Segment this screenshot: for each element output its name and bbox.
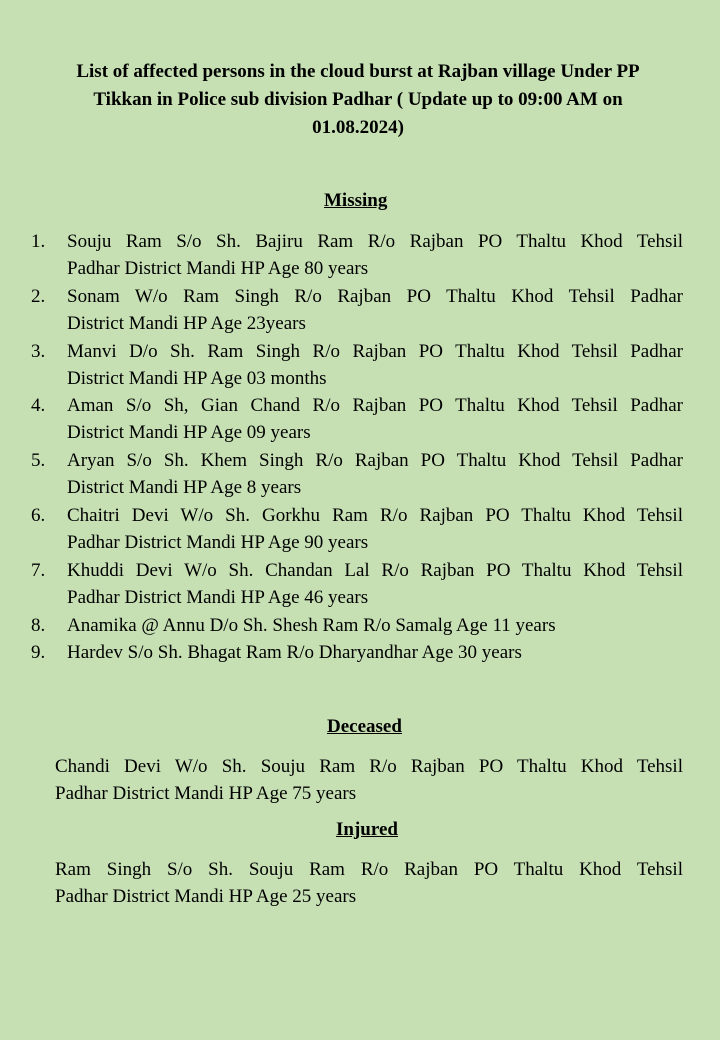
entry-line: Padhar District Mandi HP Age 25 years xyxy=(55,886,357,907)
list-item xyxy=(0,392,720,447)
deceased-heading: Deceased xyxy=(327,716,402,737)
item-line: Hardev S/o Sh. Bhagat Ram R/o Dharyandhar Age 30 years xyxy=(67,641,522,663)
entry-line: Ram Singh S/o Sh. Souju Ram R/o Rajban PO Thaltu Khod Tehsil xyxy=(55,859,683,880)
list-item xyxy=(0,228,720,283)
missing-heading: Missing xyxy=(324,190,388,211)
missing-list xyxy=(0,228,720,666)
item-text xyxy=(67,338,683,392)
title-line: 01.08.2024) xyxy=(312,117,404,138)
title-line: List of affected persons in the cloud burst at Rajban village Under PP xyxy=(76,61,640,82)
item-line: District Mandi HP Age 23years xyxy=(67,312,306,334)
list-item xyxy=(0,612,720,639)
item-line: Manvi D/o Sh. Ram Singh R/o Rajban PO Thaltu Khod Tehsil Padhar xyxy=(67,340,683,362)
injured-heading: Injured xyxy=(336,819,398,840)
item-line: Aryan S/o Sh. Khem Singh R/o Rajban PO Thaltu Khod Tehsil Padhar xyxy=(67,450,683,472)
item-line: District Mandi HP Age 03 months xyxy=(67,367,327,389)
item-number: 1. xyxy=(31,231,46,252)
item-number: 6. xyxy=(31,504,46,526)
item-number: 5. xyxy=(31,450,46,472)
item-line: Padhar District Mandi HP Age 90 years xyxy=(67,531,369,553)
item-line: District Mandi HP Age 8 years xyxy=(67,477,302,499)
item-text xyxy=(67,283,683,337)
item-line: Souju Ram S/o Sh. Bajiru Ram R/o Rajban PO Thaltu Khod Tehsil xyxy=(67,231,683,252)
item-text xyxy=(67,447,683,501)
item-line: Aman S/o Sh, Gian Chand R/o Rajban PO Thaltu Khod Tehsil Padhar xyxy=(67,395,683,417)
item-line: Sonam W/o Ram Singh R/o Rajban PO Thaltu Khod Tehsil Padhar xyxy=(67,285,683,307)
item-line: Padhar District Mandi HP Age 80 years xyxy=(67,258,369,279)
item-text xyxy=(67,502,683,556)
item-text xyxy=(67,612,683,639)
document-title xyxy=(30,58,686,142)
item-number: 8. xyxy=(31,614,46,636)
item-number: 9. xyxy=(31,641,46,663)
list-item xyxy=(0,557,720,612)
list-item xyxy=(0,639,720,666)
item-text xyxy=(67,639,683,666)
item-line: Chaitri Devi W/o Sh. Gorkhu Ram R/o Rajban PO Thaltu Khod Tehsil xyxy=(67,504,683,526)
item-line: District Mandi HP Age 09 years xyxy=(67,422,311,444)
entry-line: Padhar District Mandi HP Age 75 years xyxy=(55,783,357,804)
deceased-entry xyxy=(55,753,683,807)
item-line: Anamika @ Annu D/o Sh. Shesh Ram R/o Samalg Age 11 years xyxy=(67,614,556,636)
injured-entry xyxy=(55,856,683,910)
item-number: 2. xyxy=(31,285,46,307)
entry-line: Chandi Devi W/o Sh. Souju Ram R/o Rajban PO Thaltu Khod Tehsil xyxy=(55,756,683,777)
item-text xyxy=(67,228,683,282)
title-line: Tikkan in Police sub division Padhar ( Update up to 09:00 AM on xyxy=(93,89,623,110)
item-number: 3. xyxy=(31,340,46,362)
item-number: 4. xyxy=(31,395,46,417)
item-text xyxy=(67,557,683,611)
list-item xyxy=(0,502,720,557)
item-line: Khuddi Devi W/o Sh. Chandan Lal R/o Rajban PO Thaltu Khod Tehsil xyxy=(67,559,683,581)
item-number: 7. xyxy=(31,559,46,581)
list-item xyxy=(0,283,720,338)
list-item xyxy=(0,447,720,502)
item-line: Padhar District Mandi HP Age 46 years xyxy=(67,586,369,608)
list-item xyxy=(0,338,720,393)
item-text xyxy=(67,392,683,446)
